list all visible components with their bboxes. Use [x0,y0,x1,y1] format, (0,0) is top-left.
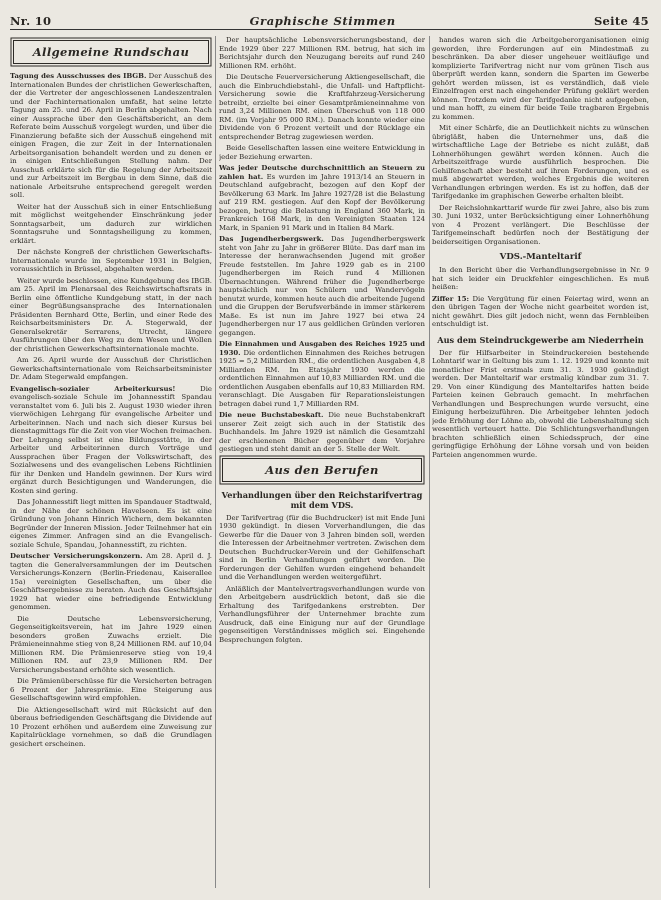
column-1-text [10,72,212,748]
article-paragraph [219,144,425,161]
paragraph-lead: Das Jugendherbergswerk. [219,235,324,243]
column-3-text-notice [432,266,649,329]
paragraph-lead: Die neue Buchstabeskaft. [219,411,324,419]
paragraph-text: Der Ausschuß des Internationalen Bundes der christlichen Gewerkschaften, der die Vertreter der angeschlossenen Landeszentralen und der Fachinternationalen umfaßt, hat seine letzte Tagung am 25. und 26. April in Berlin abgehalten. Nach einer Aussprache über den Geschäftsbericht, an dem Referate beim Ausschuß vorgelegt wurden, und über die Finanzierung befaßte sich der Ausschuß eingehend mit einigen Fragen, die zur Zeit in der Internationalen Arbeitsorganisation behandelt werden und zu denen er in einigen Entschließungen Stellung nahm. Der Ausschuß erklärte sich für die Regelung der Arbeitszeit und zur Arbeitszeit im Bergbau in dem Sinne, daß die nationale Arbeitsruhe entsprechend geregelt werden soll. [10,72,212,199]
running-header [10,6,649,28]
article-paragraph [432,266,649,292]
page-number: Seite 45 [593,14,649,28]
article-heading: VDS.-Manteltarif [499,252,582,262]
column-3 [432,36,649,892]
article-paragraph [219,340,425,408]
paragraph-lead: Deutscher Versicherungskonzern. [10,552,143,560]
issue-number: Nr. 10 [10,14,52,28]
article-paragraph [219,235,425,337]
column-2-text [219,36,425,454]
paragraph-text: Der hauptsächliche Lebensversicherungsbestand, der Ende 1929 über 227 Millionen RM. betrug, hat sich im Berichtsjahr durch den Neuzugang bereits auf rund 240 Millionen RM. erhöht. [219,36,425,70]
column-divider [215,36,216,888]
paragraph-text: Das Jugendherbergswerk steht von Jahr zu Jahr in größerer Blüte. Das darf man im Interesse der heranwachsenden Jugend mit großer Freude feststellen. Im Jahre 1929 gab es in 2100 Jugendherbergen im Reich rund 4 Millionen Übernachtungen. Während früher die Jugendherberge hauptsächlich nur von Schülern und Wandervögeln benutzt wurde, kommen heute auch die arbeitende Jugend und die Gruppen der Berufsverbände in immer stärkerem Maße. Es ist nun im Jahre 1927 bei etwa 24 Jugendherbergen nur 17 aus geldlichen Gründen verloren gegangen. [219,235,425,337]
paragraph-lead: Tagung des Ausschusses des IBGB. [10,72,147,80]
paragraph-text: Das Johannesstift liegt mitten im Spandauer Stadtwald, in der Nähe der schönen Havelseen. Es ist eine Gründung von Johann Hinrich Wichern, dem bekannten Begründer der Inneren Mission. Jeder Teilnehmer hat ein eigenes Zimmer. Anfragen sind an die Evangelisch-soziale Schule, Spandau, Johannesstift, zu richten. [10,498,212,549]
paragraph-text: Beide Gesellschaften lassen eine weitere Entwicklung in jeder Beziehung erwarten. [219,144,425,161]
paragraph-lead: Ziffer 15: [432,294,470,303]
article-heading: Aus dem Steindruckgewerbe am Niederrhein [437,334,644,345]
article-paragraph [432,349,649,460]
paragraph-text: Am 28. April d. J. tagten die Generalversammlungen der im Deutschen Versicherungs-Konzern (Berlin-Friedenau, Kaiserallee 15a) vereinigten Gesellschaften, um über die Geschäftsergebnisse zu beraten. Auch das Geschäftsjahr 1929 hat wieder eine befriedigende Entwicklung genommen. [10,552,212,611]
paragraph-text: Anläßlich der Mantelvertragsverhandlungen wurde von den Arbeitgebern ausdrücklich betont, daß sie die Erhaltung des Tarifgedankens erstrebten. Der Verhandlungsführer der Unternehmer brachte zum Ausdruck, daß eine Einigung nur auf der Grundlage gegenseitigen Verständnisses möglich sei. Eingehende Besprechungen folgten. [219,584,425,644]
article-heading: Verhandlungen über den Reichstarifvertrag mit dem VDS. [221,489,423,510]
article-paragraph [10,248,212,274]
paragraph-text: Der Reichslohnkarttarif wurde für zwei Jahre, also bis zum 30. Juni 1932, unter Berücksichtigung einer Lohnerhöhung von 4 Prozent verlängert. Die Beschlüsse der Tarifgemeinschaft bedürfen noch der Bestätigung der beiderseitigen Organisationen. [432,203,649,246]
article-paragraph [10,356,212,382]
column-divider [429,36,430,888]
article-paragraph [432,295,649,329]
publication-title: Graphische Stimmen [249,14,396,28]
paragraph-text: Die ordentlichen Einnahmen des Reiches betrugen 1925 = 5,2 Milliarden RM., die ordentlichen Ausgaben 4,8 Milliarden RM. Im Etatsjahr 1930 werden die ordentlichen Einnahmen auf 10,83 Milliarden RM. und die ordentlichen Ausgaben ebenfalls auf 10,83 Milliarden RM. veranschlagt. Die Ausgaben für Reparationsleistungen betragen dabei rund 1,7 Milliarden RM. [219,348,425,408]
article-paragraph [10,677,212,703]
paragraph-text: Weiter hat der Ausschuß sich in einer Entschließung mit möglichst weitgehender Einschränkung jeder Sonntagsarbeit, um dadurch zur wirklichen Sonntagsruhe und Sonntagsheiligung zu kommen, erklärt. [10,202,212,245]
paragraph-text: handes waren sich die Arbeitgeberorganisationen einig geworden, ihre Forderungen auf ein Mindestmaß zu beschränken. Da aber dieser ungeheuer weitläufige und komplizierte Tarifvertrag nicht nur vom grünen Tisch aus überprüft werden kann, sondern die Sparten im Gewerbe gehört werden müssen, ist es verständlich, daß viele Einzelfragen erst nach eingehender Prüfung geklärt werden können. Trotzdem wird der Tarifgedanke nicht aufgegeben, und man hofft, zu einem für beide Teile tragbaren Ergebnis zu kommen. [432,36,649,121]
article-paragraph [432,204,649,247]
paragraph-text: Die Vergütung für einen Feiertag wird, wenn an den übrigen Tagen der Woche nicht gearbeitet worden ist, nicht gewährt. Dies gilt jedoch nicht, wenn das Fernbleiben entschuldigt ist. [432,294,649,328]
paragraph-text: Die Aktiengesellschaft wird mit Rücksicht auf den überaus befriedigenden Geschäftsgang die Dividende auf 10 Prozent erhöhen und außerdem eine Zuweisung zur Kapitalrücklage vornehmen, so daß die Grundlagen gesichert erscheinen. [10,705,212,748]
article-paragraph [10,498,212,549]
paragraph-text: Der Tarifvertrag (für die Buchdrucker) ist mit Ende Juni 1930 gekündigt. In diesen Vorverhandlungen, die das Gewerbe für die Dauer von 3 Jahren binden soll, werden die Interessen der Arbeitnehmer vertreten. Zwischen dem Deutschen Buchdrucker-Verein und der Gehilfenschaft sind in Berlin Verhandlungen geführt worden. Die Forderungen der Gehilfen wurden eingehend behandelt und die Verhandlungen werden weitergeführt. [219,513,425,581]
column-3-text [432,36,649,246]
article-paragraph [10,203,212,246]
article-paragraph [10,72,212,200]
section-heading: Aus den Berufen [222,458,422,482]
column-1 [10,36,212,892]
column-2 [219,36,425,892]
paragraph-text: Die Prämienüberschüsse für die Versicherten betragen 6 Prozent der Jahresprämie. Eine Steigerung aus Gesellschaftsgewinn wird empfohlen. [10,677,212,702]
article-paragraph [10,277,212,354]
article-paragraph [10,706,212,749]
article-paragraph [219,36,425,70]
paragraph-text: In den Bericht über die Verhandlungsergebnisse in Nr. 9 hat sich leider ein Druckfehler eingeschlichen. Es muß heißen: [432,266,649,291]
paragraph-text: Weiter wurde beschlossen, eine Kundgebung des IBGB. am 25. April im Plenarsaal des Reichswirtschaftsrats in Berlin eine öffentliche Kundgebung statt, in der nach einer Begrüßungsansprache des Internationalen Präsidenten Bernhard Otte, Berlin, und einer Rede des Reichsarbeitsministers Dr. A. Stegerwald, der Generalsekretär Serrarens, Utrecht, längere Ausführungen über den Weg zu dem Wesen und Wollen der christlichen Gewerkschaftsinternationale machte. [10,276,212,353]
paragraph-text: Die neue Buchstabenkraft unserer Zeit zeigt sich auch in der Statistik des Buchhandels. Im Jahre 1929 ist nämlich die Gesamtzahl der erschienenen Bücher gegenüber dem Vorjahre gestiegen und steht damit an der 5. Stelle der Welt. [219,411,425,453]
article-paragraph [219,514,425,582]
paragraph-lead: Was jeder Deutsche durchschnittlich an Steuern zu zahlen hat. [219,164,425,181]
article-paragraph [432,124,649,201]
paragraph-text: Die Deutsche Feuerversicherung Aktiengesellschaft, die auch die Einbruchdiebstahl-, die Unfall- und Haftpflicht-Versicherung sowie die Kraftfahrzeug-Versicherung betreibt, erzielte bei einer Gesamtprämieneinnahme von rund 3,24 Millionen RM. einen Überschuß von 118 000 RM. (im Vorjahr 95 000 RM.). Danach konnte wieder eine Dividende von 6 Prozent verteilt und der Rücklage ein entsprechender Betrag zugewiesen werden. [219,73,425,141]
paragraph-text: Der nächste Kongreß der christlichen Gewerkschafts-Internationale wurde im September 1931 in Belgien, voraussichtlich in Brüssel, abgehalten werden. [10,248,212,273]
paragraph-text: Mit einer Schärfe, die an Deutlichkeit nichts zu wünschen übrigläßt, haben die Unternehmer uns, daß die wirtschaftliche Lage der Betriebe es nicht zuläßt, daß Lohnerhöhungen gewährt werden können. Auch die Arbeitszeitfrage wurde ausführlich besprochen. Die Gehilfenschaft aber besteht auf ihren Forderungen, und es muß abgewartet werden, welches Ergebnis die weiteren Verhandlungen erbringen werden. Es ist zu hoffen, daß der Tarifgedanke im graphischen Gewerbe erhalten bleibt. [432,124,649,200]
article-paragraph [219,585,425,645]
article-paragraph [219,164,425,232]
paragraph-lead: Evangelisch-sozialer Arbeiterkursus! [10,384,176,393]
article-paragraph [10,615,212,675]
article-paragraph [219,411,425,454]
paragraph-text: Es wurden im Jahre 1913/14 an Steuern in Deutschland aufgebracht, bezogen auf den Kopf der Bevölkerung 63 Mark. Im Jahre 1927/28 ist die Belastung auf 219 RM. gestiegen. Auf den Kopf der Bevölkerung bezogen, betrug die Belastung in England 360 Mark, in Frankreich 168 Mark, in den Vereinigten Staaten 124 Mark, in Spanien 91 Mark und in Italien 84 Mark. [219,172,425,232]
article-paragraph [10,552,212,612]
paragraph-text: Am 26. April wurde der Ausschuß der Christlichen Gewerkschaftsinternationale vom Reichsarbeitsminister Dr. Adam Stegerwald empfangen. [10,356,212,381]
article-paragraph [219,73,425,141]
article-paragraph [10,385,212,496]
paragraph-lead: Die Einnahmen und Ausgaben des Reiches 1925 und 1930. [219,340,425,357]
section-heading: Allgemeine Rundschau [13,40,209,64]
header-rule [10,29,649,30]
column-2-text-continued [219,514,425,645]
paragraph-text: Die Deutsche Lebensversicherung, Gegenseitigkeitsverein, hat im Jahre 1929 einen besonders großen Zuwachs erzielt. Die Prämieneinnahme stieg von 8,24 Millionen RM. auf 10,04 Millionen RM. Die Prämienreserve stieg von 19,4 Millionen RM. auf 23,9 Millionen RM. Der Versicherungsbestand erhöhte sich wesentlich. [10,614,212,674]
article-paragraph [432,36,649,121]
paragraph-text: Der für Hilfsarbeiter in Steindruckereien bestehende Lohntarif war in Geltung bis zum 1. 12. 1929 und konnte mit monatlicher Frist erstmals zum 31. 3. 1930 gekündigt werden. Der Manteltarif war erstmalig kündbar zum 31. 7. 29. Von einer Kündigung des Manteltarifes hatten beide Parteien keinen Gebrauch gemacht. In mehrfachen Verhandlungen und Besprechungen wurde versucht, eine Einigung herbeizuführen. Die Arbeitgeber lehnten jedoch jede Erhöhung der Löhne ab, obwohl die Lebenshaltung sich wesentlich verteuert hatte. Die Schlichtungsverhandlungen brachten schließlich einen Schiedsspruch, der eine geringfügige Erhöhung der Löhne vorsah und von beiden Parteien angenommen wurde. [432,348,649,459]
paragraph-text: Die evangelisch-soziale Schule im Johannesstift Spandau veranstaltet vom 6. Juli bis 2. August 1930 wieder ihren vierwöchigen Lehrgang für evangelische Arbeiter und Arbeiterinnen. Nach und nach sich dieser Kursus bei dienstagmittags für die Zeit von vier Wochen freimachen. Der Lehrgang selbst ist eine Bildungsstätte, in der Arbeiter und Arbeiterinnen durch Vorträge und Aussprachen über Fragen der Volkswirtschaft, des Sozialwesens und des evangelischen Lebens Richtlinien für ihr Denken und Handeln gewinnen. Der Kurs wird ergänzt durch Besichtigungen und Wanderungen, die Kosten sind gering. [10,384,212,495]
column-3-text-article [432,349,649,460]
